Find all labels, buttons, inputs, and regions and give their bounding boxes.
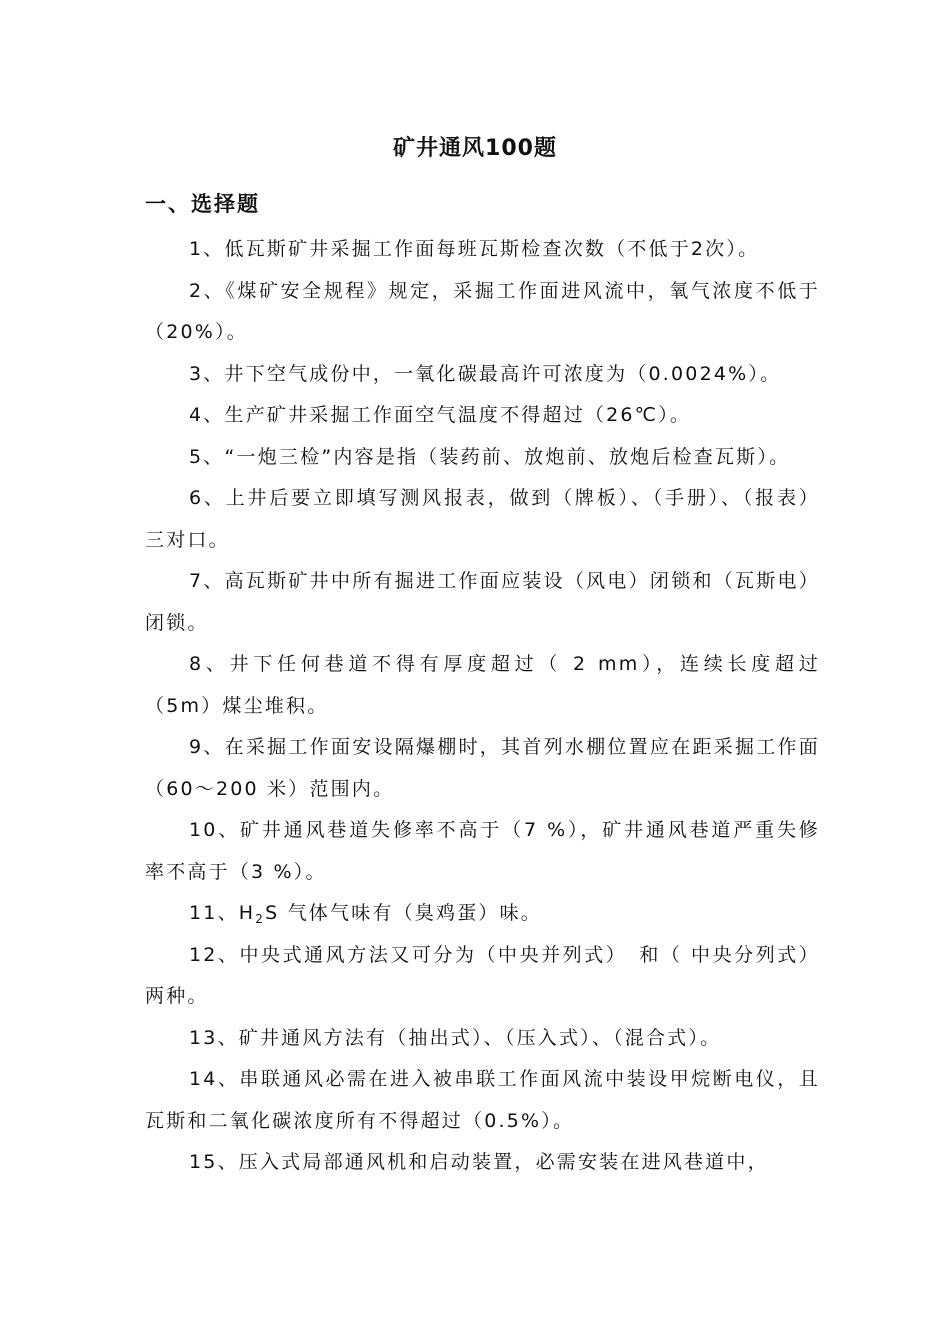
question-item: 9、在采掘工作面安设隔爆棚时，其首列水棚位置应在距采掘工作面（60～200 米）范围内。: [145, 736, 820, 800]
question-item: 6、上井后要立即填写测风报表，做到（牌板）、（手册）、（报表）三对口。: [145, 487, 820, 551]
question-item: [145, 893, 820, 935]
question-item: 14、串联通风必需在进入被串联工作面风流中装设甲烷断电仪，且瓦斯和二氧化碳浓度所有不得超过（0.5%）。: [145, 1068, 820, 1132]
question-item: 5、“一炮三检”内容是指（装药前、放炮前、放炮后检查瓦斯）。: [189, 445, 791, 468]
question-item: 8、井下任何巷道不得有厚度超过（ 2 mm），连续长度超过（5m）煤尘堆积。: [145, 653, 820, 717]
chemical-subscript: 2: [255, 912, 266, 926]
question-list: [145, 229, 820, 1184]
question-item: 3、井下空气成份中，一氧化碳最高许可浓度为（0.0024%）。: [189, 362, 782, 385]
question-text-prefix: 11、H: [189, 902, 256, 924]
question-item: 10、矿井通风巷道失修率不高于（7 %），矿井通风巷道严重失修率不高于（3 %）。: [145, 819, 820, 883]
section-heading: 一、选择题: [145, 192, 260, 216]
question-item: 4、生产矿井采掘工作面空气温度不得超过（26℃）。: [189, 404, 692, 426]
question-item: 1、低瓦斯矿井采掘工作面每班瓦斯检查次数（不低于2次）。: [189, 238, 760, 260]
question-item: 12、中央式通风方法又可分为（中央并列式） 和（ 中央分列式） 两种。: [145, 943, 820, 1007]
question-item: 15、压入式局部通风机和启动装置，必需安装在进风巷道中，: [189, 1151, 769, 1173]
question-item: 7、高瓦斯矿井中所有掘进工作面应装设（风电）闭锁和（瓦斯电）闭锁。: [145, 570, 820, 634]
page-title: 矿井通风100题: [393, 136, 557, 161]
question-text-suffix: S 气体气味有（臭鸡蛋）味。: [265, 902, 543, 924]
question-item: 2、《煤矿安全规程》规定，采掘工作面进风流中，氧气浓度不低于（20%）。: [145, 279, 820, 343]
question-item: 13、矿井通风方法有（抽出式）、（压入式）、（混合式）。: [189, 1026, 722, 1049]
